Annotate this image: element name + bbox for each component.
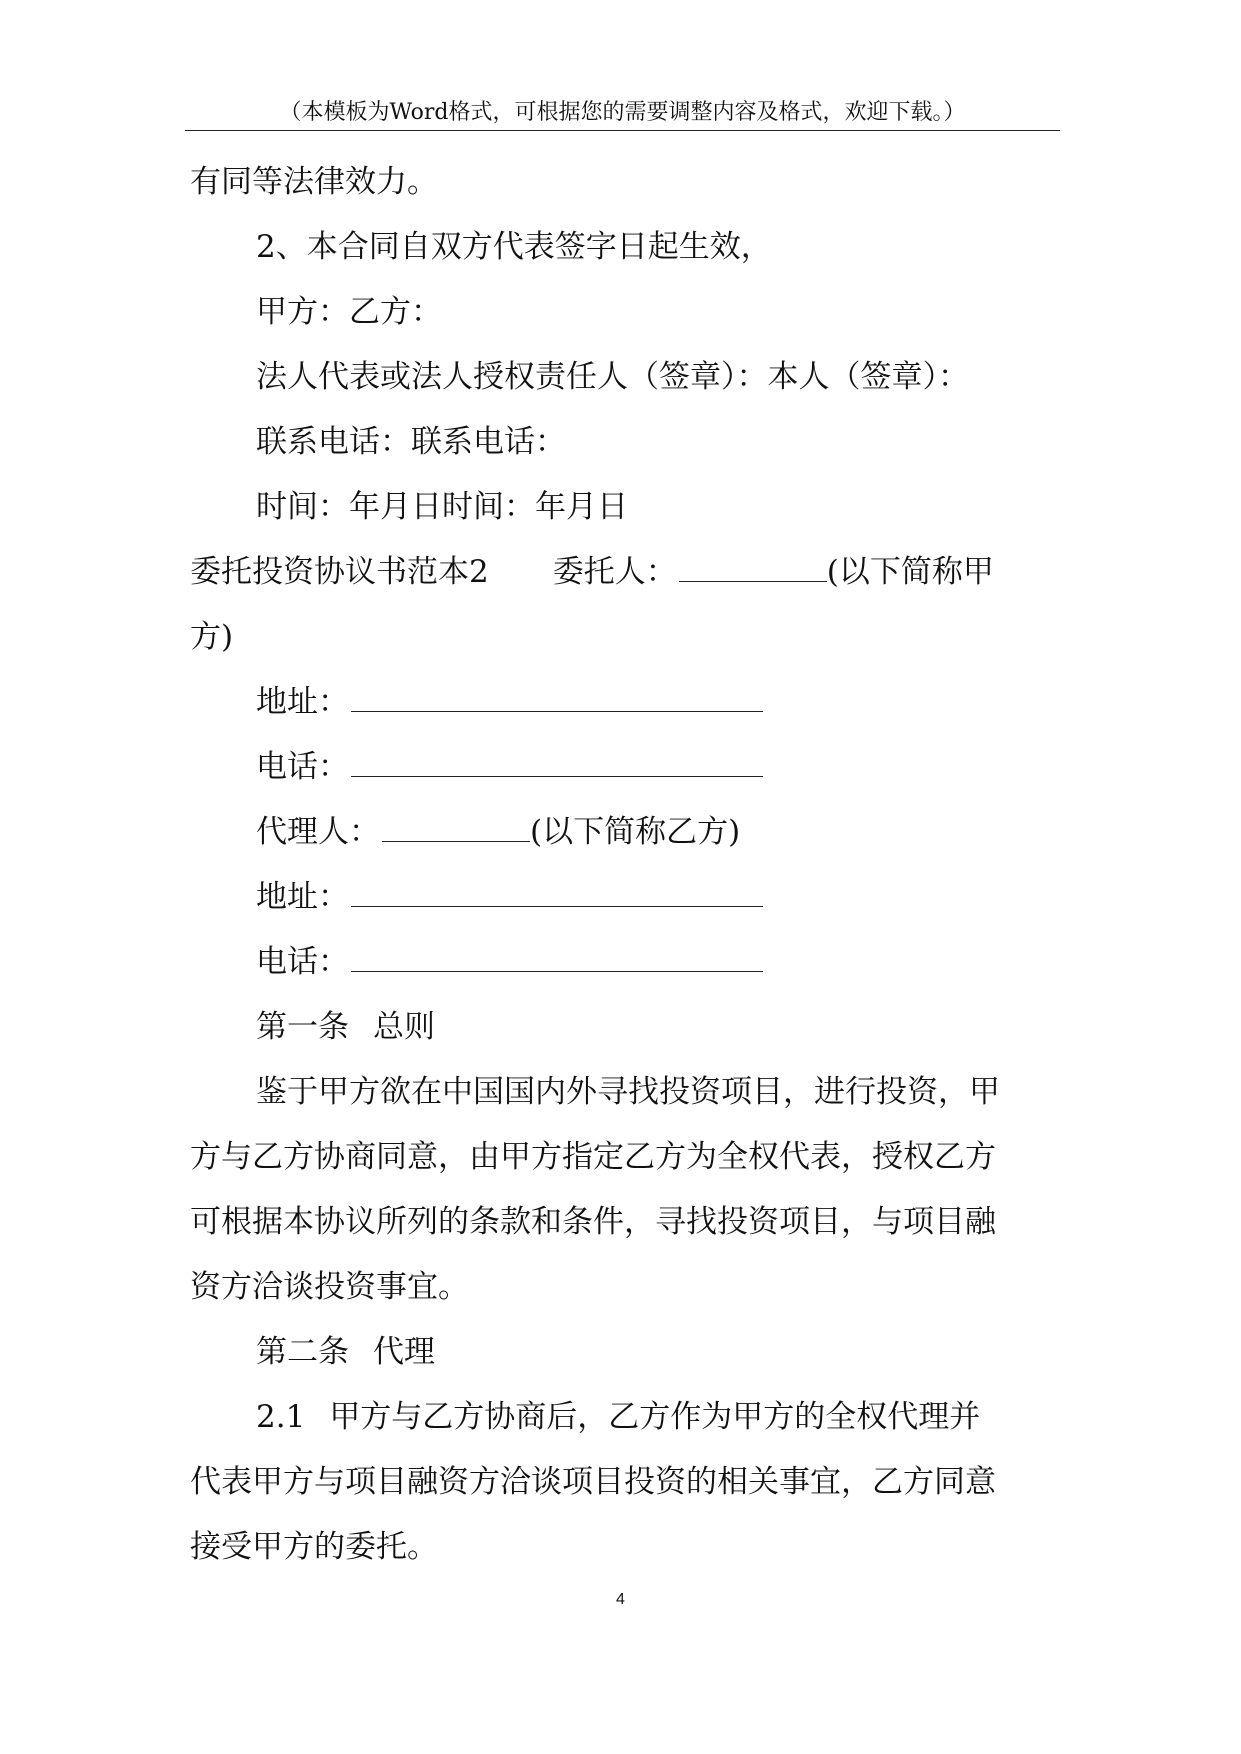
address-blank <box>351 905 763 907</box>
clause-number: 2.1 <box>256 1399 306 1435</box>
phone-blank <box>351 775 763 777</box>
paragraph-line: 资方洽谈投资事宜。 <box>190 1269 469 1305</box>
address-line-party-b <box>190 865 1060 930</box>
address-line-party-a <box>190 670 1060 735</box>
article-heading <box>190 1320 1060 1385</box>
article-title: 总则 <box>373 1009 435 1045</box>
agent-label: 代理人： <box>256 814 380 850</box>
paragraph-line: 方与乙方协商同意，由甲方指定乙方为全权代表，授权乙方 <box>190 1139 996 1175</box>
phone-label: 电话： <box>256 749 349 785</box>
text-line: 法人代表或法人授权责任人（签章）：本人（签章）： <box>256 359 969 395</box>
text-line: 联系电话：联系电话： <box>256 424 566 460</box>
principal-label: 委托人： <box>552 554 677 590</box>
article-title: 代理 <box>373 1334 435 1370</box>
template-title: 委托投资协议书范本2 <box>190 554 489 590</box>
clause-text: 甲方与乙方协商后，乙方作为甲方的全权代理并 <box>329 1399 981 1435</box>
text-line: 有同等法律效力。 <box>190 164 438 200</box>
phone-line-party-b <box>190 930 1060 995</box>
paragraph-line: 可根据本协议所列的条款和条件，寻找投资项目，与项目融 <box>190 1204 996 1240</box>
principal-blank <box>679 580 827 582</box>
paragraph-line: 代表甲方与项目融资方洽谈项目投资的相关事宜，乙方同意 <box>190 1464 996 1500</box>
page-header-note: （本模板为Word格式，可根据您的需要调整内容及格式，欢迎下载。） <box>279 100 966 125</box>
text-line: 时间：年月日时间：年月日 <box>256 489 628 525</box>
article-number: 第二条 <box>256 1334 349 1370</box>
address-label: 地址： <box>256 879 349 915</box>
article-heading <box>190 995 1060 1060</box>
agent-suffix: (以下简称乙方) <box>530 814 741 850</box>
header-divider <box>185 130 1060 131</box>
phone-line-party-a <box>190 735 1060 800</box>
agent-line <box>190 800 1060 865</box>
article-number: 第一条 <box>256 1009 349 1045</box>
phone-blank <box>351 970 763 972</box>
template-title-line <box>190 540 1060 605</box>
address-label: 地址： <box>256 684 349 720</box>
principal-suffix: (以下简称甲 <box>826 554 994 590</box>
text-line: 方) <box>190 619 234 655</box>
paragraph-line: 接受甲方的委托。 <box>190 1529 438 1565</box>
text-line: 2、本合同自双方代表签字日起生效， <box>256 229 772 265</box>
text-line: 甲方：乙方： <box>256 294 442 330</box>
clause-line <box>190 1385 1060 1450</box>
paragraph-line: 鉴于甲方欲在中国国内外寻找投资项目，进行投资，甲 <box>256 1074 1000 1110</box>
document-body <box>190 150 1060 1580</box>
phone-label: 电话： <box>256 944 349 980</box>
page-number: 4 <box>616 1591 625 1608</box>
agent-blank <box>382 840 530 842</box>
address-blank <box>351 710 763 712</box>
